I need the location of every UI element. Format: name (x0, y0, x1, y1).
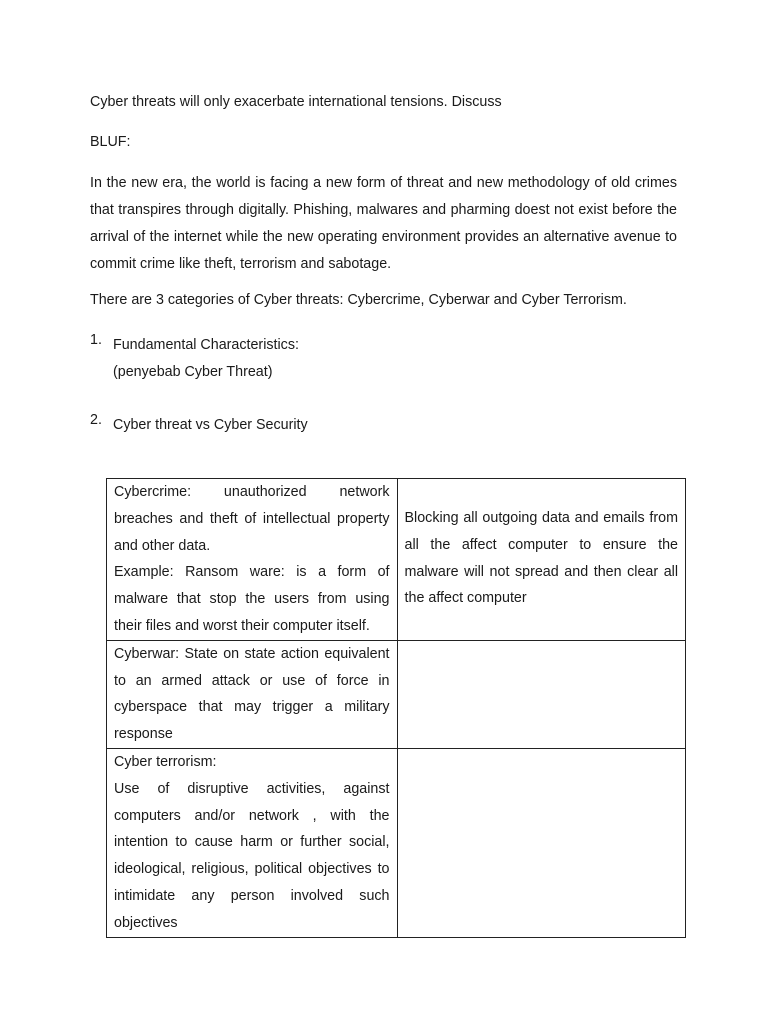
table-cell-cyberwar (107, 640, 398, 748)
categories-paragraph: There are 3 categories of Cyber threats: Cybercrime, Cyberwar and Cyber Terrorism. (90, 292, 627, 308)
list-item-text: Cyber threat vs Cyber Security (113, 417, 308, 433)
table-cell-cyber-terrorism (107, 748, 398, 937)
list-item-subtext: (penyebab Cyber Threat) (113, 364, 273, 380)
table-row (107, 479, 686, 641)
cell-text: Blocking all outgoing data and emails from all the affect computer to ensure the malware will not spread and then clear all the affect computer (404, 510, 678, 607)
cell-text: Example: Ransom ware: is a form of malware that stop the users from using their files and worst their computer itself. (114, 564, 390, 634)
cell-text: Cyberwar: State on state action equivalent to an armed attack or use of force in cyberspace that may trigger a military response (114, 645, 390, 743)
threats-table (106, 478, 686, 938)
cell-text: Cyber terrorism: (114, 753, 217, 770)
table-cell-cyberwar-response (397, 640, 685, 748)
list-item-text: Fundamental Characteristics: (113, 337, 299, 353)
intro-paragraph: In the new era, the world is facing a new form of threat and new methodology of old crimes that transpires through digitally. Phishing, malwares and pharming doest not exist before the arrival of the internet while the new operating environment provides an alternative avenue to commit crime like theft, terrorism and sabotage. (90, 175, 677, 272)
table-row (107, 640, 686, 748)
table-cell-cybercrime (107, 479, 398, 641)
table-cell-cybercrime-response (397, 479, 685, 641)
table-cell-cyber-terrorism-response (397, 748, 685, 937)
list-number: 2. (90, 412, 102, 428)
table-row (107, 748, 686, 937)
list-number: 1. (90, 332, 102, 348)
cell-text: Cybercrime: unauthorized network breaches and theft of intellectual property and other data. (114, 484, 390, 554)
document-title: Cyber threats will only exacerbate international tensions. Discuss (90, 94, 502, 110)
bluf-label: BLUF: (90, 134, 131, 150)
cell-text: Use of disruptive activities, against computers and/or network , with the intention to cause harm or further social, ideological, religious, political objectives to intimidate any person involved such objectives (114, 780, 390, 931)
